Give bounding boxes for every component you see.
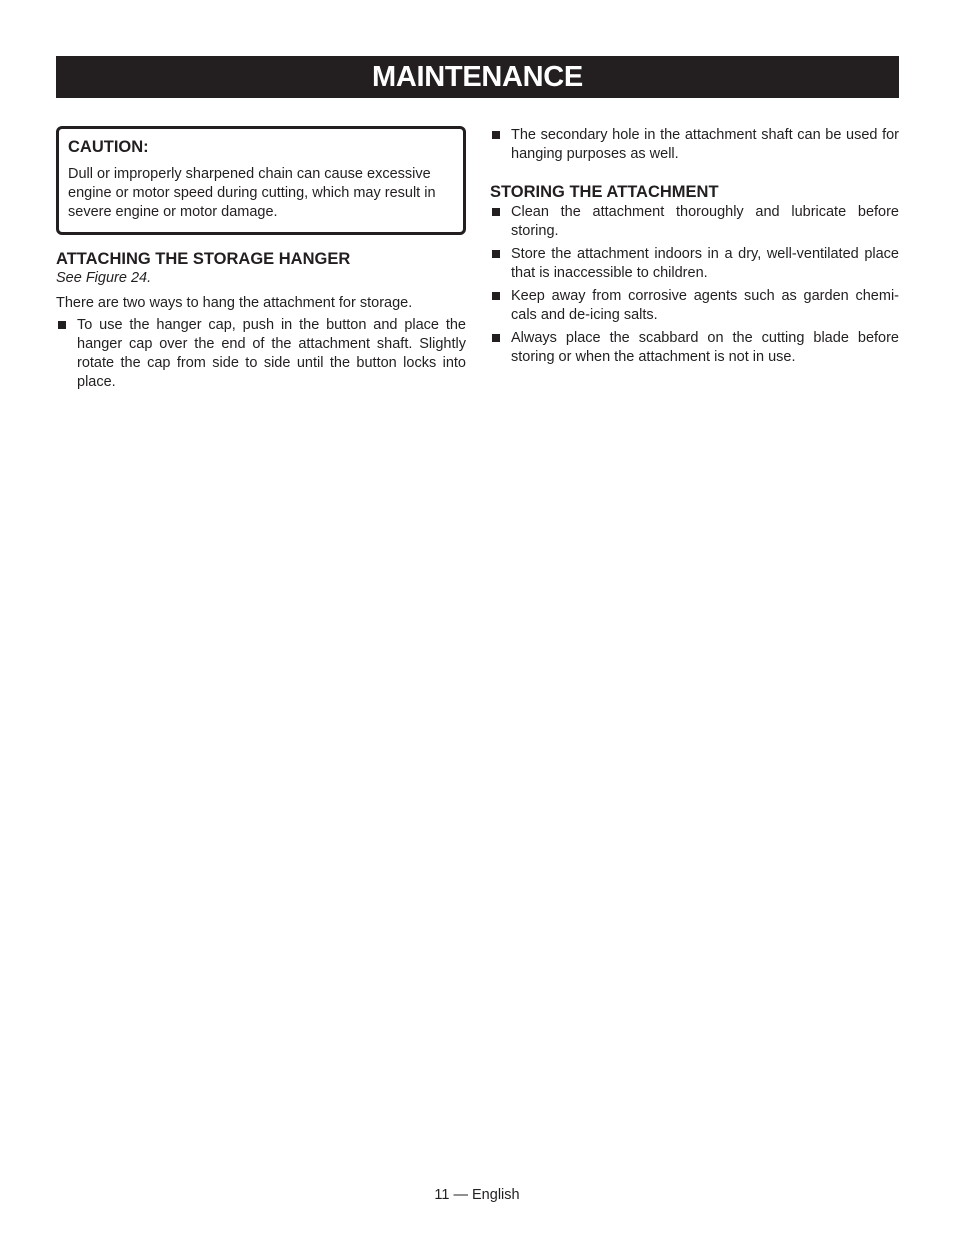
see-figure-note: See Figure 24. <box>56 270 152 286</box>
storage-hanger-list-continued <box>490 126 899 164</box>
list-item <box>490 287 899 325</box>
caution-title: CAUTION: <box>68 138 149 156</box>
storage-hanger-intro: There are two ways to hang the attachment for storage. <box>56 295 413 311</box>
bullet-square-icon <box>492 334 500 342</box>
storage-hanger-list <box>56 316 466 392</box>
list-item <box>490 329 899 367</box>
list-item-text: Clean the attachment thoroughly and lubricate before storing. <box>511 204 899 239</box>
storage-hanger-heading: ATTACHING THE STORAGE HANGER <box>56 250 351 268</box>
caution-box <box>56 126 466 235</box>
page-title: MAINTENANCE <box>372 60 583 93</box>
right-column <box>490 126 899 367</box>
storing-heading: STORING THE ATTACHMENT <box>490 183 719 201</box>
bullet-square-icon <box>492 131 500 139</box>
bullet-square-icon <box>492 208 500 216</box>
list-item <box>490 245 899 283</box>
list-item <box>490 203 899 241</box>
page-title-banner <box>56 56 899 98</box>
list-item-text: Store the attachment indoors in a dry, well-ventilated place that is inaccessible to children. <box>511 246 899 281</box>
bullet-square-icon <box>492 250 500 258</box>
bullet-square-icon <box>492 292 500 300</box>
bullet-square-icon <box>58 321 66 329</box>
storing-list <box>490 203 899 367</box>
caution-text: Dull or improperly sharpened chain can cause excessive engine or motor speed during cutting, which may result in severe engine or motor damage. <box>68 166 436 220</box>
list-item-text: The secondary hole in the attachment shaft can be used for hanging purposes as well. <box>511 127 899 162</box>
left-column <box>56 126 466 392</box>
list-item <box>56 316 466 392</box>
list-item-text: Always place the scabbard on the cutting blade before storing or when the attachment is not in use. <box>511 330 899 365</box>
page-footer: 11 — English <box>434 1187 520 1203</box>
list-item-text: Keep away from corrosive agents such as garden chemi-cals and de-icing salts. <box>511 288 899 323</box>
list-item-text: To use the hanger cap, push in the button and place the hanger cap over the end of the attachment shaft. Slightly rotate the cap from side to side until the button locks into place. <box>77 317 466 390</box>
list-item <box>490 126 899 164</box>
